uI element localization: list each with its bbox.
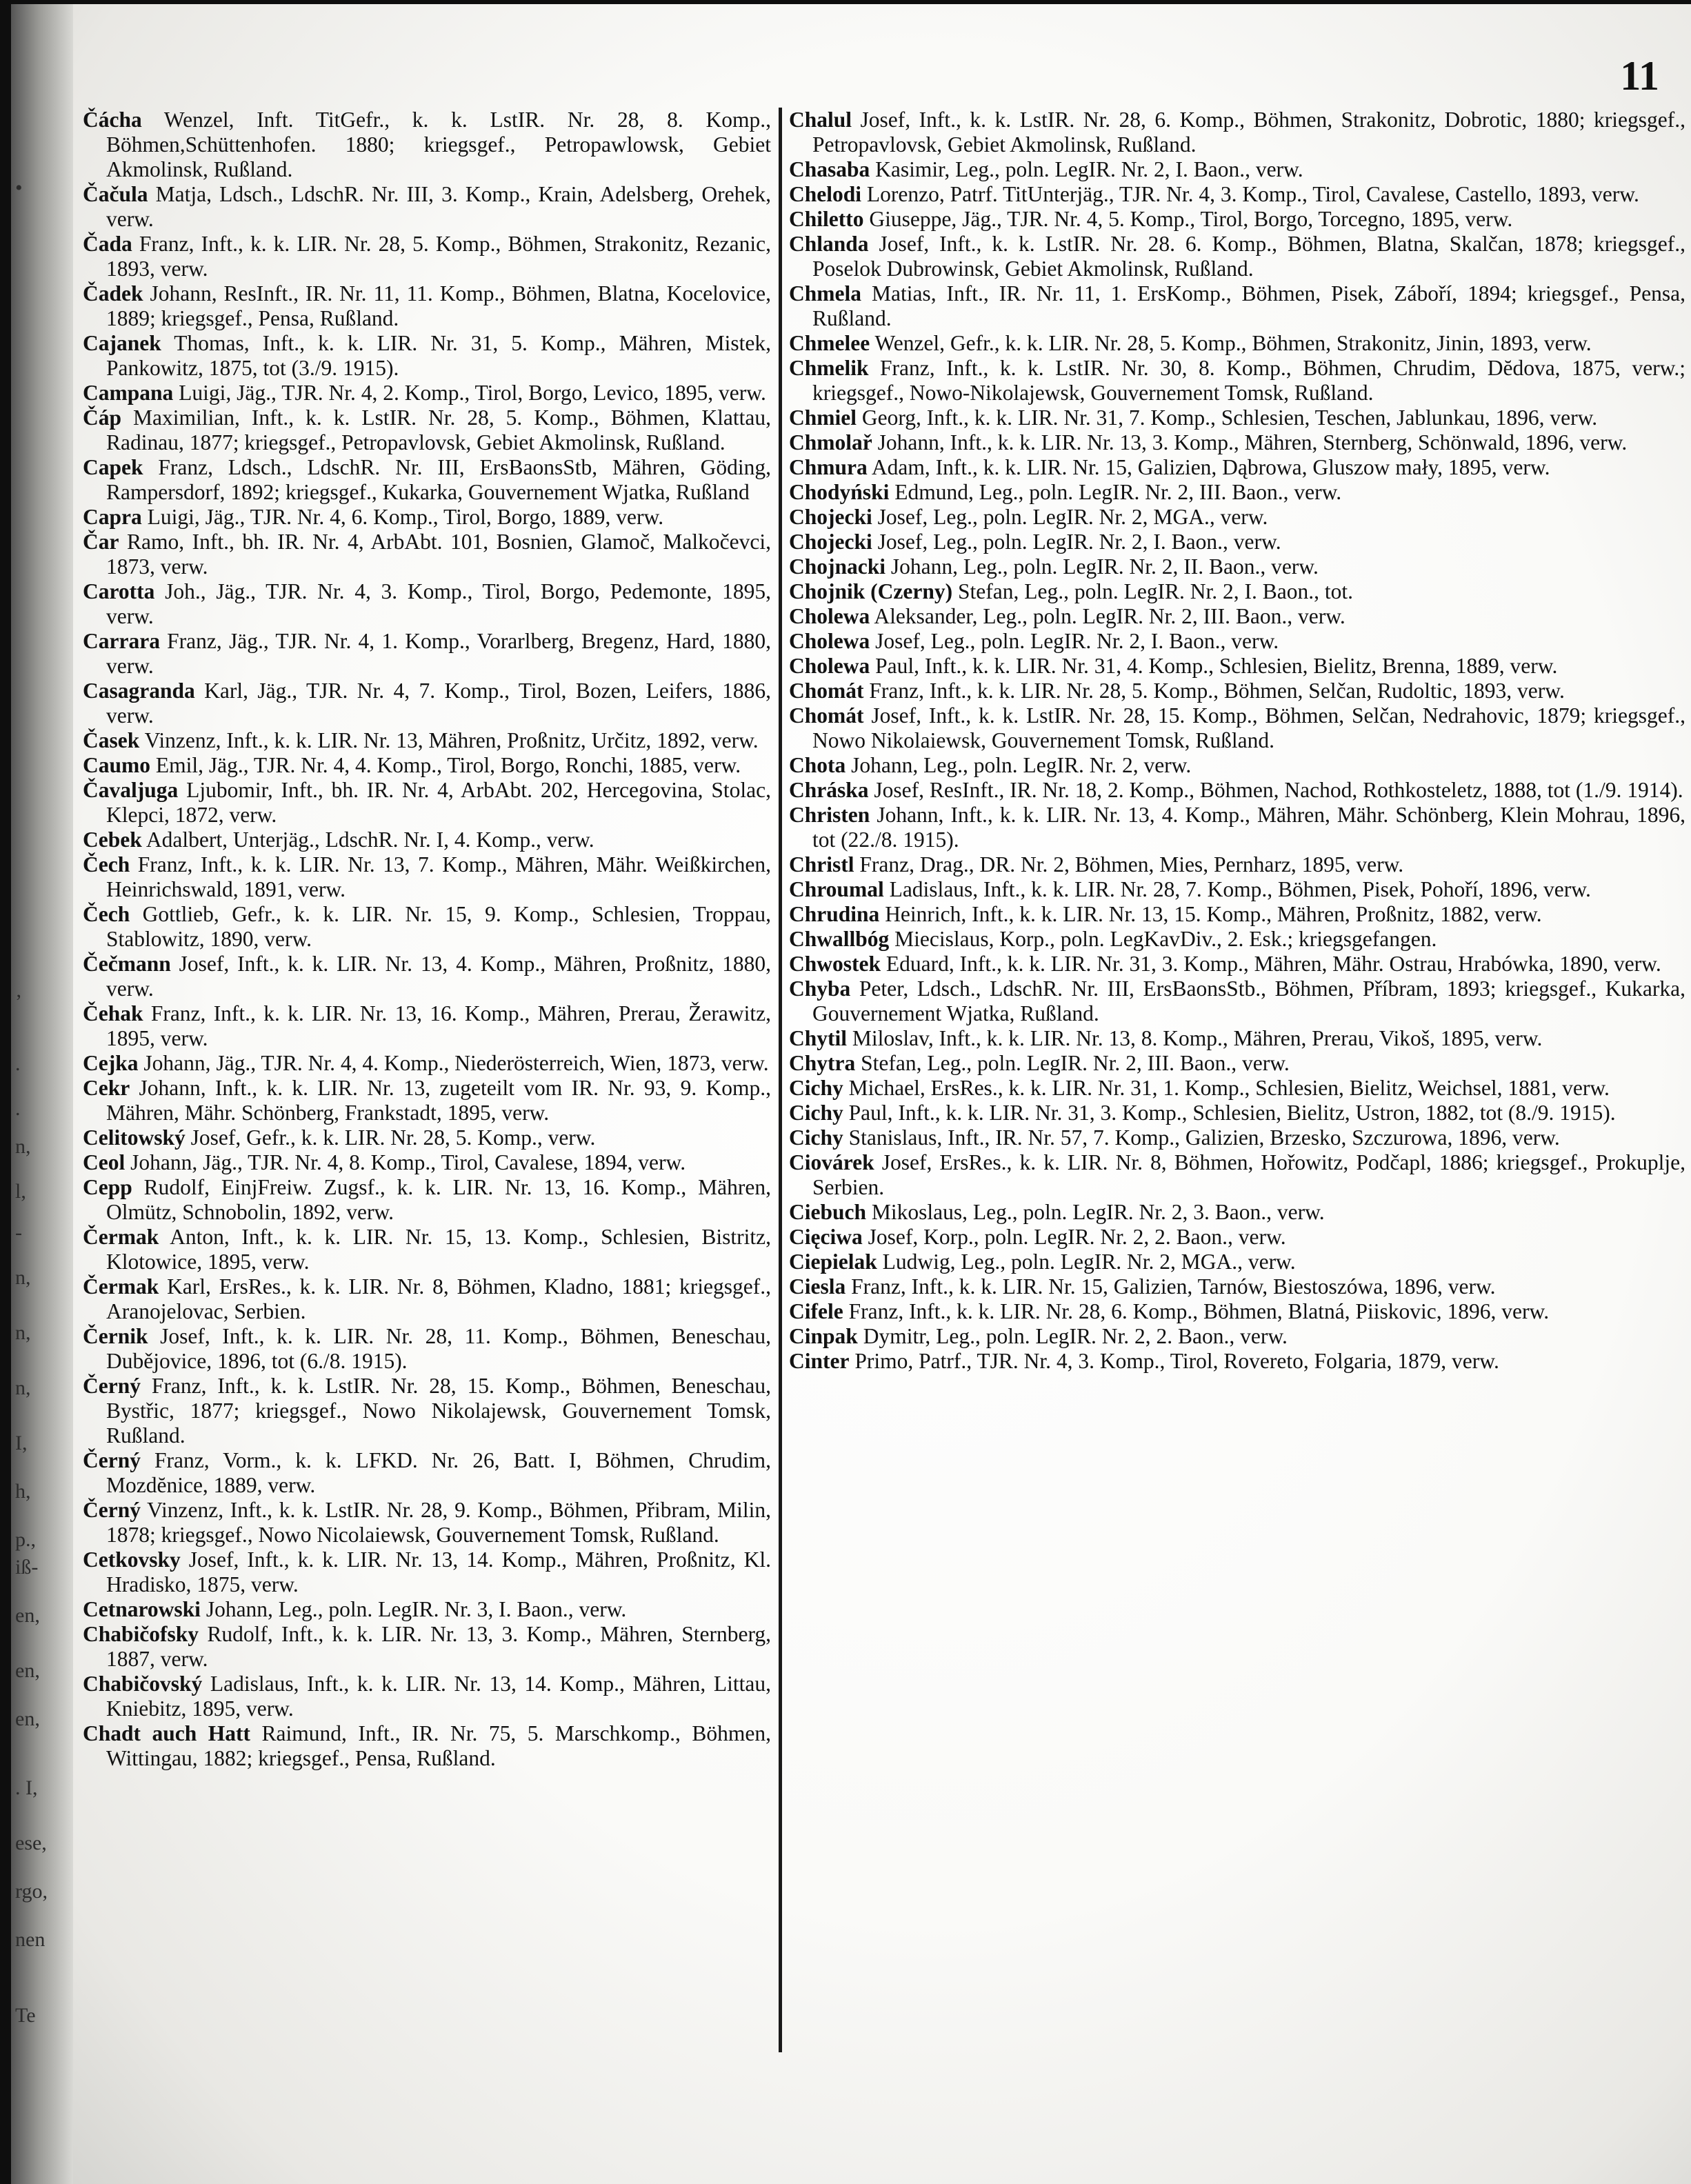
casualty-entry <box>789 778 1685 803</box>
entry-details: Mikoslaus, Leg., poln. LegIR. Nr. 2, 3. Baon., verw. <box>866 1200 1325 1224</box>
margin-text-fragment: I, <box>15 1432 28 1454</box>
surname: Chroumal <box>789 877 884 901</box>
surname: Capek <box>83 455 143 479</box>
casualty-entry <box>789 480 1685 505</box>
entry-details: Peter, Ldsch., LdschR. Nr. III, ErsBaonsStb., Böhmen, Příbram, 1893; kriegsgef., Kukarka, Gouvernement Wjatka, Rußland. <box>812 976 1685 1025</box>
surname: Chytra <box>789 1051 856 1075</box>
casualty-entry <box>83 1225 771 1274</box>
margin-text-fragment: Te <box>15 2004 36 2027</box>
entry-details: Johann, Jäg., TJR. Nr. 4, 4. Komp., Niederösterreich, Wien, 1873, verw. <box>138 1051 769 1075</box>
surname: Chojnacki <box>789 554 886 579</box>
surname: Čech <box>83 852 130 876</box>
entry-details: Luigi, Jäg., TJR. Nr. 4, 6. Komp., Tirol, Borgo, 1889, verw. <box>141 505 664 529</box>
margin-text-fragment: nen <box>15 1928 46 1951</box>
entry-details: Michael, ErsRes., k. k. LIR. Nr. 31, 1. Komp., Schlesien, Bielitz, Weichsel, 1881, verw. <box>843 1076 1610 1100</box>
casualty-entry <box>83 1175 771 1225</box>
surname: Čermak <box>83 1274 159 1299</box>
casualty-entry <box>83 108 771 182</box>
right-column <box>789 108 1685 1374</box>
surname: Chmelee <box>789 331 870 355</box>
casualty-entry <box>789 976 1685 1026</box>
casualty-entry <box>789 505 1685 530</box>
casualty-entry <box>789 1101 1685 1125</box>
entry-details: Paul, Inft., k. k. LIR. Nr. 31, 4. Komp., Schlesien, Bielitz, Brenna, 1889, verw. <box>870 654 1558 678</box>
entry-details: Johann, Inft., k. k. LIR. Nr. 13, zugeteilt vom IR. Nr. 93, 9. Komp., Mähren, Mähr. Schönberg, Frankstadt, 1895, verw. <box>106 1076 771 1125</box>
surname: Chmura <box>789 455 868 479</box>
entry-details: Maximilian, Inft., k. k. LstIR. Nr. 28, 5. Komp., Böhmen, Klattau, Radinau, 1877; kriegsgef., Petropavlovsk, Gebiet Akmolinsk, Rußland. <box>106 405 771 454</box>
surname: Čáp <box>83 405 122 430</box>
casualty-entry <box>789 579 1685 604</box>
surname: Čadek <box>83 281 143 305</box>
margin-text-fragment: l, <box>15 1180 26 1203</box>
surname: Čermak <box>83 1225 159 1249</box>
margin-text-fragment: n, <box>15 1135 31 1158</box>
entry-details: Primo, Patrf., TJR. Nr. 4, 3. Komp., Tirol, Rovereto, Folgaria, 1879, verw. <box>849 1349 1499 1373</box>
surname: Chadt auch Hatt <box>83 1721 251 1745</box>
casualty-entry <box>83 1547 771 1597</box>
casualty-entry <box>789 1026 1685 1051</box>
entry-details: Adalbert, Unterjäg., LdschR. Nr. I, 4. Komp., verw. <box>141 828 594 852</box>
entry-details: Ladislaus, Inft., k. k. LIR. Nr. 13, 14. Komp., Mähren, Littau, Kniebitz, 1895, verw. <box>106 1672 771 1721</box>
margin-text-fragment: • <box>15 177 23 199</box>
margin-text-fragment: n, <box>15 1321 31 1344</box>
margin-text-fragment: . <box>15 1052 21 1075</box>
surname: Campana <box>83 381 174 405</box>
surname: Chráska <box>789 778 869 802</box>
casualty-entry <box>83 852 771 902</box>
surname: Chmolař <box>789 430 872 454</box>
casualty-entry <box>789 1051 1685 1076</box>
casualty-entry <box>789 803 1685 852</box>
casualty-entry <box>83 679 771 728</box>
surname: Ciebuch <box>789 1200 867 1224</box>
casualty-entry <box>83 1374 771 1448</box>
entry-details: Johann, Leg., poln. LegIR. Nr. 3, I. Baon., verw. <box>200 1597 627 1621</box>
surname: Cichy <box>789 1101 843 1125</box>
entry-details: Miecislaus, Korp., poln. LegKavDiv., 2. Esk.; kriegsgefangen. <box>889 927 1437 951</box>
entry-details: Rudolf, Inft., k. k. LIR. Nr. 13, 3. Komp., Mähren, Sternberg, 1887, verw. <box>106 1622 771 1671</box>
surname: Ceol <box>83 1150 126 1174</box>
entry-details: Josef, Korp., poln. LegIR. Nr. 2, 2. Baon., verw. <box>862 1225 1286 1249</box>
casualty-entry <box>83 1672 771 1721</box>
casualty-entry <box>789 1324 1685 1349</box>
casualty-entry <box>789 703 1685 753</box>
entry-details: Johann, ResInft., IR. Nr. 11, 11. Komp., Böhmen, Blatna, Kocelovice, 1889; kriegsgef., Pensa, Rußland. <box>106 281 771 330</box>
entry-details: Anton, Inft., k. k. LIR. Nr. 15, 13. Komp., Schlesien, Bistritz, Klotowice, 1895, verw. <box>106 1225 771 1274</box>
entry-details: Ladislaus, Inft., k. k. LIR. Nr. 28, 7. Komp., Böhmen, Pisek, Pohoří, 1896, verw. <box>883 877 1591 901</box>
casualty-entry <box>83 281 771 331</box>
entry-details: Josef, Gefr., k. k. LIR. Nr. 28, 5. Komp., verw. <box>185 1125 596 1150</box>
entry-details: Josef, Inft., k. k. LstIR. Nr. 28, 15. Komp., Böhmen, Selčan, Nedrahovic, 1879; kriegsgef., Nowo Nikolaiewsk, Gouvernement Tomsk, Rußland. <box>812 703 1685 752</box>
entry-details: Franz, Inft., k. k. LstIR. Nr. 28, 15. Komp., Böhmen, Beneschau, Bystřic, 1877; kriegsgef., Nowo Nikolajewsk, Gouvernement Tomsk, Rußland. <box>106 1374 771 1447</box>
surname: Chmiel <box>789 405 857 430</box>
surname: Christen <box>789 803 870 827</box>
surname: Cinpak <box>789 1324 858 1348</box>
casualty-entry <box>83 1622 771 1672</box>
entry-details: Josef, Leg., poln. LegIR. Nr. 2, I. Baon., verw. <box>872 530 1281 554</box>
left-column <box>83 108 771 1771</box>
casualty-entry <box>789 232 1685 281</box>
casualty-entry <box>83 405 771 455</box>
surname: Chomát <box>789 703 864 728</box>
surname: Cięciwa <box>789 1225 863 1249</box>
surname: Chabičovský <box>83 1672 203 1696</box>
entry-details: Wenzel, Gefr., k. k. LIR. Nr. 28, 5. Komp., Böhmen, Strakonitz, Jinin, 1893, verw. <box>870 331 1592 355</box>
entry-details: Georg, Inft., k. k. LIR. Nr. 31, 7. Komp., Schlesien, Teschen, Jablunkau, 1896, verw. <box>857 405 1598 430</box>
entry-details: Josef, Inft., k. k. LstIR. Nr. 28, 6. Komp., Böhmen, Strakonitz, Dobrotic, 1880; kriegsgef., Petropavlovsk, Gebiet Akmolinsk, Rußland. <box>812 108 1685 157</box>
entry-details: Kasimir, Leg., poln. LegIR. Nr. 2, I. Baon., verw. <box>870 157 1303 181</box>
casualty-entry <box>789 331 1685 356</box>
surname: Ciesla <box>789 1274 846 1299</box>
entry-details: Miloslav, Inft., k. k. LIR. Nr. 13, 8. Komp., Mähren, Prerau, Vikoš, 1895, verw. <box>847 1026 1543 1050</box>
surname: Cetkovsky <box>83 1547 181 1572</box>
casualty-entry <box>83 778 771 828</box>
casualty-entry <box>789 679 1685 703</box>
entry-details: Heinrich, Inft., k. k. LIR. Nr. 13, 15. Komp., Mähren, Proßnitz, 1882, verw. <box>879 902 1542 926</box>
entry-details: Gottlieb, Gefr., k. k. LIR. Nr. 15, 9. Komp., Schlesien, Troppau, Stablowitz, 1890, verw. <box>106 902 771 951</box>
casualty-entry <box>789 1200 1685 1225</box>
entry-details: Franz, Inft., k. k. LIR. Nr. 15, Galizien, Tarnów, Biestoszówa, 1896, verw. <box>846 1274 1496 1299</box>
margin-text-fragment: - <box>15 1221 22 1244</box>
surname: Čačula <box>83 182 148 206</box>
surname: Casagranda <box>83 679 195 703</box>
casualty-entry <box>83 530 771 579</box>
entry-details: Stefan, Leg., poln. LegIR. Nr. 2, I. Baon., tot. <box>952 579 1354 603</box>
casualty-entry <box>789 108 1685 157</box>
casualty-entry <box>789 852 1685 877</box>
entry-details: Matja, Ldsch., LdschR. Nr. III, 3. Komp., Krain, Adelsberg, Orehek, verw. <box>106 182 771 231</box>
entry-details: Franz, Inft., k. k. LIR. Nr. 13, 16. Komp., Mähren, Prerau, Žerawitz, 1895, verw. <box>106 1001 771 1050</box>
surname: Chytil <box>789 1026 848 1050</box>
casualty-entry <box>83 629 771 679</box>
surname: Cepp <box>83 1175 132 1199</box>
entry-details: Franz, Drag., DR. Nr. 2, Böhmen, Mies, Pernharz, 1895, verw. <box>854 852 1404 876</box>
scanned-page <box>11 4 1691 2184</box>
entry-details: Ljubomir, Inft., bh. IR. Nr. 4, ArbAbt. 202, Hercegovina, Stolac, Klepci, 1872, verw. <box>106 778 771 827</box>
surname: Christl <box>789 852 854 876</box>
entry-details: Lorenzo, Patrf. TitUnterjäg., TJR. Nr. 4, 3. Komp., Tirol, Cavalese, Castello, 1893, verw. <box>861 182 1639 206</box>
casualty-entry <box>789 927 1685 952</box>
casualty-entry <box>83 1076 771 1125</box>
casualty-entry <box>789 1225 1685 1250</box>
margin-text-fragment: iß- <box>15 1556 39 1579</box>
casualty-entry <box>789 405 1685 430</box>
surname: Cejka <box>83 1051 139 1075</box>
casualty-entry <box>83 1051 771 1076</box>
casualty-entry <box>83 753 771 778</box>
surname: Cifele <box>789 1299 843 1323</box>
surname: Čavaljuga <box>83 778 179 802</box>
margin-text-fragment: ese, <box>15 1832 47 1854</box>
margin-text-fragment: n, <box>15 1266 31 1289</box>
entry-details: Stefan, Leg., poln. LegIR. Nr. 2, III. Baon., verw. <box>855 1051 1290 1075</box>
entry-details: Rudolf, EinjFreiw. Zugsf., k. k. LIR. Nr. 13, 16. Komp., Mähren, Olmütz, Schnobolin, 1892, verw. <box>106 1175 771 1224</box>
casualty-entry <box>789 182 1685 207</box>
surname: Časek <box>83 728 140 752</box>
entry-details: Emil, Jäg., TJR. Nr. 4, 4. Komp., Tirol, Borgo, Ronchi, 1885, verw. <box>150 753 741 777</box>
entry-details: Ludwig, Leg., poln. LegIR. Nr. 2, MGA., verw. <box>877 1250 1296 1274</box>
entry-details: Josef, ResInft., IR. Nr. 18, 2. Komp., Böhmen, Nachod, Rothkosteletz, 1888, tot (1./9. 1914). <box>868 778 1683 802</box>
surname: Chiletto <box>789 207 864 231</box>
casualty-entry <box>83 1125 771 1150</box>
surname: Cichy <box>789 1076 843 1100</box>
surname: Chasaba <box>789 157 870 181</box>
margin-text-fragment: en, <box>15 1707 40 1730</box>
surname: Carrara <box>83 629 160 653</box>
surname: Chlanda <box>789 232 869 256</box>
casualty-entry <box>83 1150 771 1175</box>
surname: Čehak <box>83 1001 143 1025</box>
surname: Chojnik (Czerny) <box>789 579 953 603</box>
surname: Cebek <box>83 828 142 852</box>
entry-details: Johann, Leg., poln. LegIR. Nr. 2, II. Baon., verw. <box>885 554 1319 579</box>
casualty-entry <box>789 877 1685 902</box>
entry-details: Josef, Inft., k. k. LIR. Nr. 13, 14. Komp., Mähren, Proßnitz, Kl. Hradisko, 1875, verw. <box>106 1547 771 1596</box>
entry-details: Vinzenz, Inft., k. k. LIR. Nr. 13, Mähren, Proßnitz, Určitz, 1892, verw. <box>139 728 759 752</box>
surname: Cholewa <box>789 654 870 678</box>
casualty-entry <box>789 554 1685 579</box>
entry-details: Wenzel, Inft. TitGefr., k. k. LstIR. Nr. 28, 8. Komp., Böhmen,Schüttenhofen. 1880; kriegsgef., Petropawlowsk, Gebiet Akmolinsk, Rußland. <box>106 108 771 181</box>
surname: Cholewa <box>789 604 870 628</box>
entry-details: Josef, Leg., poln. LegIR. Nr. 2, I. Baon., verw. <box>870 629 1279 653</box>
casualty-entry <box>83 1498 771 1547</box>
entry-details: Luigi, Jäg., TJR. Nr. 4, 2. Komp., Tirol, Borgo, Levico, 1895, verw. <box>173 381 766 405</box>
surname: Chalul <box>789 108 852 132</box>
casualty-entry <box>83 579 771 629</box>
casualty-entry <box>83 381 771 405</box>
surname: Černik <box>83 1324 148 1348</box>
surname: Černý <box>83 1448 141 1472</box>
casualty-entry <box>83 331 771 381</box>
entry-details: Aleksander, Leg., poln. LegIR. Nr. 2, III. Baon., verw. <box>870 604 1345 628</box>
casualty-entry <box>789 281 1685 331</box>
casualty-entry <box>83 1324 771 1374</box>
entry-details: Johann, Leg., poln. LegIR. Nr. 2, verw. <box>846 753 1192 777</box>
casualty-entry <box>789 1125 1685 1150</box>
entry-details: Franz, Inft., k. k. LIR. Nr. 28, 5. Komp., Böhmen, Strakonitz, Rezanic, 1893, verw. <box>106 232 771 281</box>
casualty-entry <box>789 753 1685 778</box>
margin-text-fragment: en, <box>15 1604 40 1627</box>
entry-details: Stanislaus, Inft., IR. Nr. 57, 7. Komp., Galizien, Brzesko, Szczurowa, 1896, verw. <box>843 1125 1560 1150</box>
casualty-entry <box>83 1001 771 1051</box>
casualty-entry <box>789 530 1685 554</box>
entry-details: Edmund, Leg., poln. LegIR. Nr. 2, III. Baon., verw. <box>889 480 1342 504</box>
entry-details: Ramo, Inft., bh. IR. Nr. 4, ArbAbt. 101, Bosnien, Glamoč, Malkočevci, 1873, verw. <box>106 530 771 579</box>
surname: Chwallbóg <box>789 927 890 951</box>
entry-details: Dymitr, Leg., poln. LegIR. Nr. 2, 2. Baon., verw. <box>857 1324 1288 1348</box>
casualty-entry <box>789 1299 1685 1324</box>
casualty-entry <box>789 902 1685 927</box>
casualty-entry <box>83 1274 771 1324</box>
surname: Ciepielak <box>789 1250 877 1274</box>
surname: Chojecki <box>789 505 872 529</box>
surname: Čečmann <box>83 952 171 976</box>
casualty-entry <box>83 902 771 952</box>
casualty-entry <box>83 1721 771 1771</box>
surname: Chrudina <box>789 902 880 926</box>
surname: Cetnarowski <box>83 1597 201 1621</box>
casualty-entry <box>789 356 1685 405</box>
entry-details: Franz, Inft., k. k. LIR. Nr. 13, 7. Komp., Mähren, Mähr. Weißkirchen, Heinrichswald, 1891, verw. <box>106 852 771 901</box>
entry-details: Franz, Inft., k. k. LIR. Nr. 28, 5. Komp., Böhmen, Selčan, Rudoltic, 1893, verw. <box>863 679 1565 703</box>
surname: Chwostek <box>789 952 881 976</box>
casualty-entry <box>789 629 1685 654</box>
surname: Čar <box>83 530 119 554</box>
surname: Chabičofsky <box>83 1622 199 1646</box>
casualty-entry <box>83 505 771 530</box>
entry-details: Josef, Inft., k. k. LIR. Nr. 13, 4. Komp., Mähren, Proßnitz, 1880, verw. <box>106 952 771 1001</box>
casualty-entry <box>789 430 1685 455</box>
surname: Cholewa <box>789 629 870 653</box>
casualty-entry <box>83 1448 771 1498</box>
surname: Černý <box>83 1498 141 1522</box>
adjacent-page-strip <box>11 4 73 2184</box>
surname: Celitowský <box>83 1125 186 1150</box>
margin-text-fragment: en, <box>15 1659 40 1682</box>
surname: Čech <box>83 902 130 926</box>
entry-details: Johann, Inft., k. k. LIR. Nr. 13, 4. Komp., Mähren, Mähr. Schönberg, Klein Mohrau, 1896, tot (22./8. 1915). <box>812 803 1685 852</box>
surname: Capra <box>83 505 142 529</box>
entry-details: Franz, Vorm., k. k. LFKD. Nr. 26, Batt. I, Böhmen, Chrudim, Mozdĕnice, 1889, verw. <box>106 1448 771 1497</box>
page-number: 11 <box>1620 53 1659 99</box>
margin-text-fragment: ’ <box>15 990 22 1013</box>
casualty-entry <box>789 157 1685 182</box>
column-divider <box>779 108 782 2052</box>
casualty-entry <box>789 455 1685 480</box>
surname: Cichy <box>789 1125 843 1150</box>
entry-details: Thomas, Inft., k. k. LIR. Nr. 31, 5. Komp., Mähren, Mistek, Pankowitz, 1875, tot (3./9. 1915). <box>106 331 771 380</box>
margin-text-fragment: p., <box>15 1528 36 1551</box>
entry-details: Adam, Inft., k. k. LIR. Nr. 15, Galizien, Dąbrowa, Gluszow mały, 1895, verw. <box>867 455 1550 479</box>
casualty-entry <box>789 1250 1685 1274</box>
entry-details: Franz, Ldsch., LdschR. Nr. III, ErsBaonsStb, Mähren, Göding, Rampersdorf, 1892; kriegsgef., Kukarka, Gouvernement Wjatka, Rußland <box>106 455 771 504</box>
casualty-entry <box>789 604 1685 629</box>
entry-details: Joh., Jäg., TJR. Nr. 4, 3. Komp., Tirol, Borgo, Pedemonte, 1895, verw. <box>106 579 771 628</box>
entry-details: Franz, Inft., k. k. LIR. Nr. 28, 6. Komp., Böhmen, Blatná, Piiskovic, 1896, verw. <box>843 1299 1550 1323</box>
entry-details: Eduard, Inft., k. k. LIR. Nr. 31, 3. Komp., Mähren, Mähr. Ostrau, Hrabówka, 1890, verw. <box>881 952 1661 976</box>
casualty-entry <box>789 952 1685 976</box>
surname: Cekr <box>83 1076 130 1100</box>
margin-text-fragment: n, <box>15 1376 31 1399</box>
entry-details: Karl, Jäg., TJR. Nr. 4, 7. Komp., Tirol, Bozen, Leifers, 1886, verw. <box>106 679 771 728</box>
entry-details: Paul, Inft., k. k. LIR. Nr. 31, 3. Komp., Schlesien, Bielitz, Ustron, 1882, tot (8./9. 1915). <box>843 1101 1616 1125</box>
casualty-entry <box>789 1076 1685 1101</box>
margin-text-fragment: h, <box>15 1480 31 1503</box>
surname: Chyba <box>789 976 851 1001</box>
casualty-entry <box>83 232 771 281</box>
surname: Cinter <box>789 1349 850 1373</box>
surname: Chodyński <box>789 480 890 504</box>
entry-details: Josef, ErsRes., k. k. LIR. Nr. 8, Böhmen, Hořowitz, Podčapl, 1886; kriegsgef., Prokuplje, Serbien. <box>812 1150 1685 1199</box>
surname: Carotta <box>83 579 155 603</box>
surname: Chojecki <box>789 530 872 554</box>
casualty-entry <box>83 728 771 753</box>
casualty-entry <box>789 207 1685 232</box>
entry-details: Johann, Inft., k. k. LIR. Nr. 13, 3. Komp., Mähren, Sternberg, Schönwald, 1896, verw. <box>872 430 1628 454</box>
margin-text-fragment: . I, <box>15 1776 38 1799</box>
surname: Černý <box>83 1374 141 1398</box>
entry-details: Johann, Jäg., TJR. Nr. 4, 8. Komp., Tirol, Cavalese, 1894, verw. <box>125 1150 686 1174</box>
entry-details: Raimund, Inft., IR. Nr. 75, 5. Marschkomp., Böhmen, Wittingau, 1882; kriegsgef., Pensa, Rußland. <box>106 1721 771 1770</box>
casualty-entry <box>789 1349 1685 1374</box>
entry-details: Josef, Leg., poln. LegIR. Nr. 2, MGA., verw. <box>872 505 1268 529</box>
margin-text-fragment: rgo, <box>15 1880 48 1903</box>
entry-details: Josef, Inft., k. k. LstIR. Nr. 28. 6. Komp., Böhmen, Blatna, Skalčan, 1878; kriegsgef., Poselok Dubrowinsk, Gebiet Akmolinsk, Rußland. <box>812 232 1685 281</box>
casualty-entry <box>789 654 1685 679</box>
surname: Caumo <box>83 753 151 777</box>
surname: Ciovárek <box>789 1150 874 1174</box>
entry-details: Giuseppe, Jäg., TJR. Nr. 4, 5. Komp., Tirol, Borgo, Torcegno, 1895, verw. <box>863 207 1513 231</box>
surname: Chelodi <box>789 182 862 206</box>
entry-details: Franz, Inft., k. k. LstIR. Nr. 30, 8. Komp., Böhmen, Chrudim, Dĕdova, 1875, verw.; kriegsgef., Nowo-Nikolajewsk, Gouvernement Tomsk, Rußland. <box>812 356 1685 405</box>
margin-text-fragment: . <box>15 1097 21 1120</box>
surname: Chmelik <box>789 356 869 380</box>
surname: Chmela <box>789 281 861 305</box>
casualty-entry <box>83 455 771 505</box>
casualty-entry <box>83 182 771 232</box>
casualty-entry <box>789 1274 1685 1299</box>
casualty-entry <box>83 828 771 852</box>
casualty-entry <box>789 1150 1685 1200</box>
surname: Čada <box>83 232 132 256</box>
surname: Chota <box>789 753 846 777</box>
casualty-entry <box>83 1597 771 1622</box>
entry-details: Josef, Inft., k. k. LIR. Nr. 28, 11. Komp., Böhmen, Beneschau, Dubějovice, 1896, tot (6./8. 1915). <box>106 1324 771 1373</box>
entry-details: Matias, Inft., IR. Nr. 11, 1. ErsKomp., Böhmen, Pisek, Záboří, 1894; kriegsgef., Pensa, Rußland. <box>812 281 1685 330</box>
entry-details: Franz, Jäg., TJR. Nr. 4, 1. Komp., Vorarlberg, Bregenz, Hard, 1880, verw. <box>106 629 771 678</box>
surname: Chomát <box>789 679 864 703</box>
entry-details: Karl, ErsRes., k. k. LIR. Nr. 8, Böhmen, Kladno, 1881; kriegsgef., Aranojelovac, Serbien. <box>106 1274 771 1323</box>
surname: Cajanek <box>83 331 161 355</box>
entry-details: Vinzenz, Inft., k. k. LstIR. Nr. 28, 9. Komp., Böhmen, Přibram, Milin, 1878; kriegsgef., Nowo Nicolaiewsk, Gouvernement Tomsk, Rußland. <box>106 1498 771 1547</box>
surname: Čácha <box>83 108 142 132</box>
casualty-entry <box>83 952 771 1001</box>
